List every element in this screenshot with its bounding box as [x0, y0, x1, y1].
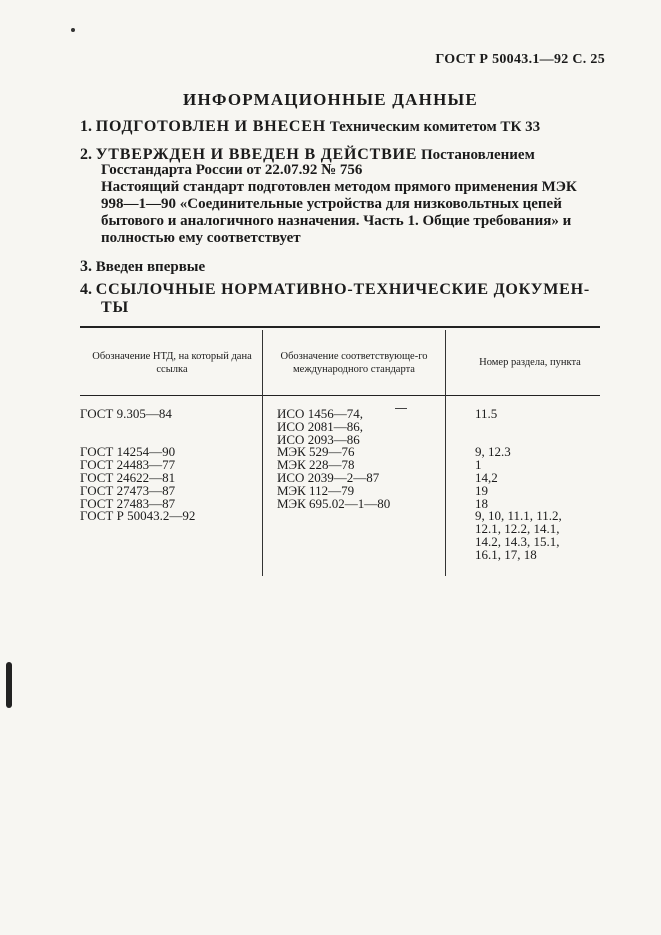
- item-2-decree: Госстандарта России от 22.07.92 № 756: [101, 162, 363, 178]
- column-divider-1: [262, 330, 263, 576]
- table-column-international: ИСО 1456—74, ИСО 2081—86, ИСО 2093—86 МЭК 529—76 МЭК 228—78 ИСО 2039—2—87 МЭК 112—79 МЭК 695.02—1—80: [277, 406, 391, 511]
- item-3-number: 3.: [80, 258, 92, 275]
- item-2-heading: УТВЕРЖДЕН И ВВЕДЕН В ДЕЙСТВИЕ: [95, 146, 418, 163]
- item-2-description: Настоящий стандарт подготовлен методом прямого применения МЭК 998—1—90 «Соединительные устройства для низковольтных цепей бытового и аналогичного назначения. Часть 1. Общие требования» и полностью ему соответствует: [101, 179, 577, 246]
- scan-speck: [71, 28, 75, 32]
- table-header-ntd: Обозначение НТД, на который дана ссылка: [92, 351, 252, 375]
- page-header: ГОСТ Р 50043.1—92 С. 25: [435, 52, 605, 67]
- table-header-rule: [80, 395, 600, 396]
- table-header-section: Номер раздела, пункта: [479, 357, 581, 368]
- item-4-number: 4.: [80, 281, 92, 298]
- item-4: [80, 281, 602, 316]
- table-top-rule: [80, 326, 600, 328]
- scan-dash: [395, 408, 407, 409]
- item-1: [80, 118, 602, 136]
- item-2-number: 2.: [80, 146, 92, 163]
- item-1-heading: ПОДГОТОВЛЕН И ВНЕСЕН: [95, 118, 326, 135]
- section-title: ИНФОРМАЦИОННЫЕ ДАННЫЕ: [183, 90, 478, 109]
- binding-mark: [6, 662, 12, 708]
- item-1-text: Техническим комитетом ТК 33: [329, 119, 541, 135]
- item-3-text: Введен впервые: [95, 259, 206, 275]
- item-4-heading: ССЫЛОЧНЫЕ НОРМАТИВНО-ТЕХНИЧЕСКИЕ ДОКУМЕН-: [95, 281, 591, 298]
- table-column-ntd: ГОСТ 9.305—84 ГОСТ 14254—90 ГОСТ 24483—77 ГОСТ 24622—81 ГОСТ 27473—87 ГОСТ 27483—87 ГОСТ Р 50043.2—92: [80, 406, 196, 524]
- table-header-international: Обозначение соответствующе-го международного стандарта: [280, 351, 428, 375]
- item-2-body: [101, 162, 601, 247]
- table-column-section: 11.5 9, 12.3 1 14,2 19 18 9, 10, 11.1, 11.2, 12.1, 12.2, 14.1, 14.2, 14.3, 15.1, 16.1, 17, 18: [475, 406, 562, 562]
- item-1-number: 1.: [80, 118, 92, 135]
- item-2-text: Постановлением: [421, 147, 535, 163]
- item-3: [80, 258, 602, 276]
- item-4-heading-cont: ТЫ: [101, 299, 129, 316]
- column-divider-2: [445, 330, 446, 576]
